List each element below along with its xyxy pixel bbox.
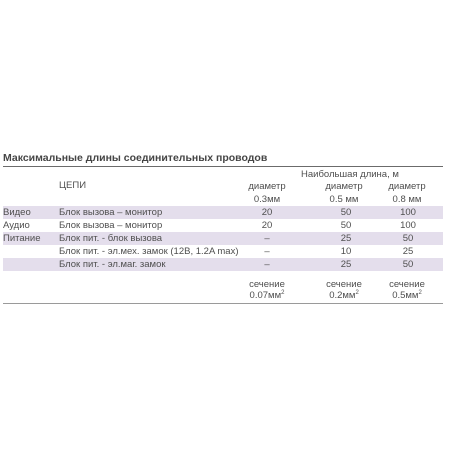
row-value-3: 50 (402, 259, 414, 270)
section-value-1 (237, 290, 297, 302)
section-value-3 (377, 290, 437, 302)
top-rule (3, 166, 443, 167)
diameter-label-2: диаметр (325, 181, 363, 192)
row-circuit: Блок вызова – монитор (59, 207, 163, 218)
table-row (3, 259, 443, 272)
row-value-2: 25 (340, 233, 352, 244)
row-value-1: – (264, 259, 270, 270)
row-value-1: – (264, 233, 270, 244)
circuits-header: ЦЕПИ (59, 180, 87, 191)
row-circuit: Блок пит. - эл.мех. замок (12В, 1.2A max) (59, 246, 239, 257)
diameter-value-3: 0.8 мм (392, 194, 422, 205)
table-row (3, 246, 443, 259)
superscript: 2 (281, 290, 285, 296)
row-value-3: 50 (402, 233, 414, 244)
row-circuit: Блок пит. - эл.маг. замок (59, 259, 166, 270)
diameter-value-2: 0.5 мм (329, 194, 359, 205)
table-row (3, 233, 443, 246)
page-title: Максимальные длины соединительных проводов (3, 152, 268, 164)
diameter-label-3: диаметр (388, 181, 426, 192)
section-value-text: 0.07мм (249, 290, 282, 301)
row-value-2: 25 (340, 259, 352, 270)
section-value-text: 0.2мм (329, 290, 356, 301)
max-length-header: Наибольшая длина, м (301, 169, 399, 180)
diameter-label-1: диаметр (248, 181, 286, 192)
section-value-2 (314, 290, 374, 302)
superscript: 2 (355, 290, 359, 296)
row-circuit: Блок пит. - блок вызова (59, 233, 163, 244)
table-row (3, 207, 443, 220)
superscript: 2 (418, 290, 422, 296)
section-label-3: сечение (389, 279, 425, 290)
section-label-1: сечение (249, 279, 285, 290)
row-value-1: – (264, 246, 270, 257)
row-value-1: 20 (261, 207, 273, 218)
section-label-2: сечение (326, 279, 362, 290)
bottom-rule (3, 303, 443, 304)
row-group: Питание (3, 233, 41, 244)
row-group: Видео (3, 207, 31, 218)
row-circuit: Блок вызова – монитор (59, 220, 163, 231)
section-value-text: 0.5мм (392, 290, 419, 301)
table-row (3, 220, 443, 233)
row-value-3: 25 (402, 246, 414, 257)
row-group: Аудио (3, 220, 30, 231)
row-value-1: 20 (261, 220, 273, 231)
row-value-3: 100 (400, 207, 416, 218)
row-value-2: 50 (340, 220, 352, 231)
row-value-2: 10 (340, 246, 352, 257)
row-value-2: 50 (340, 207, 352, 218)
row-value-3: 100 (400, 220, 416, 231)
diameter-value-1: 0.3мм (253, 194, 281, 205)
